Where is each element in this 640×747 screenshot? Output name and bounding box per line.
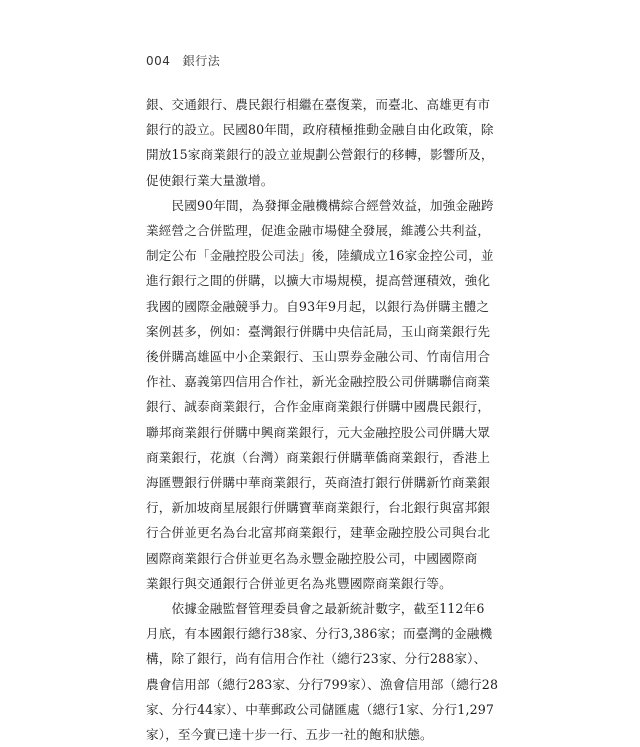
text-line: 海匯豐銀行併購中華商業銀行，英商渣打銀行併購新竹商業銀 [146,475,491,491]
running-header [146,52,220,69]
text-line: 案例甚多，例如：臺灣銀行併購中央信託局，玉山商業銀行先 [146,323,491,339]
text-line: 後併購高雄區中小企業銀行、玉山票券金融公司、竹南信用合 [146,349,491,365]
text-line: 業銀行與交通銀行合併並更名為兆豐國際商業銀行等。 [146,575,452,591]
text-line: 開放15家商業銀行的設立並規劃公營銀行的移轉，影響所及， [146,147,494,163]
text-line: 聯邦商業銀行併購中興商業銀行，元大金融控股公司併購大眾 [146,424,491,440]
book-title: 銀行法 [182,54,221,68]
text-line: 構，除了銀行，尚有信用合作社（總行23家、分行288家）、 [146,651,487,667]
text-line: 民國90年間，為發揮金融機構綜合經營效益，加強金融跨 [146,197,494,213]
text-line: 促使銀行業大量激增。 [146,172,274,188]
text-line: 國際商業銀行合併並更名為永豐金融控股公司，中國國際商 [146,550,478,566]
page-number: 004 [146,54,171,68]
text-line: 家），至今實已達十步一行、五步一社的飽和狀態。 [146,727,433,743]
text-line: 業經營之合併監理，促進金融市場健全發展，維護公共利益， [146,223,491,239]
text-line: 行，新加坡商星展銀行併購寶華商業銀行，台北銀行與富邦銀 [146,500,491,516]
text-line: 農會信用部（總行283家、分行799家）、漁會信用部（總行28 [146,676,499,692]
text-line: 我國的國際金融競爭力。自93年9月起，以銀行為併購主體之 [146,298,490,314]
body-text [146,92,499,747]
text-line: 銀、交通銀行、農民銀行相繼在臺復業，而臺北、高雄更有市 [146,97,491,112]
text-line: 行合併並更名為台北富邦商業銀行，建華金融控股公司與台北 [146,525,491,541]
text-line: 進行銀行之間的併購，以擴大市場規模，提高營運積效，強化 [146,273,491,289]
text-line: 銀行的設立。民國80年間，政府積極推動金融自由化政策，除 [146,122,494,138]
text-line: 依據金融監督管理委員會之最新統計數字，截至112年6 [146,601,485,617]
text-line: 月底，有本國銀行總行38家、分行3,386家；而臺灣的金融機 [146,626,493,642]
text-line: 制定公布「金融控股公司法」後，陸續成立16家金控公司，並 [146,248,494,264]
text-line: 家、分行44家）、中華郵政公司儲匯處（總行1家、分行1,297 [146,701,495,717]
text-line: 商業銀行，花旗（台灣）商業銀行併購華僑商業銀行，香港上 [146,449,491,465]
text-line: 作社、嘉義第四信用合作社，新光金融控股公司併購聯信商業 [146,374,491,390]
text-line: 銀行、誠泰商業銀行，合作金庫商業銀行併購中國農民銀行， [146,399,491,415]
